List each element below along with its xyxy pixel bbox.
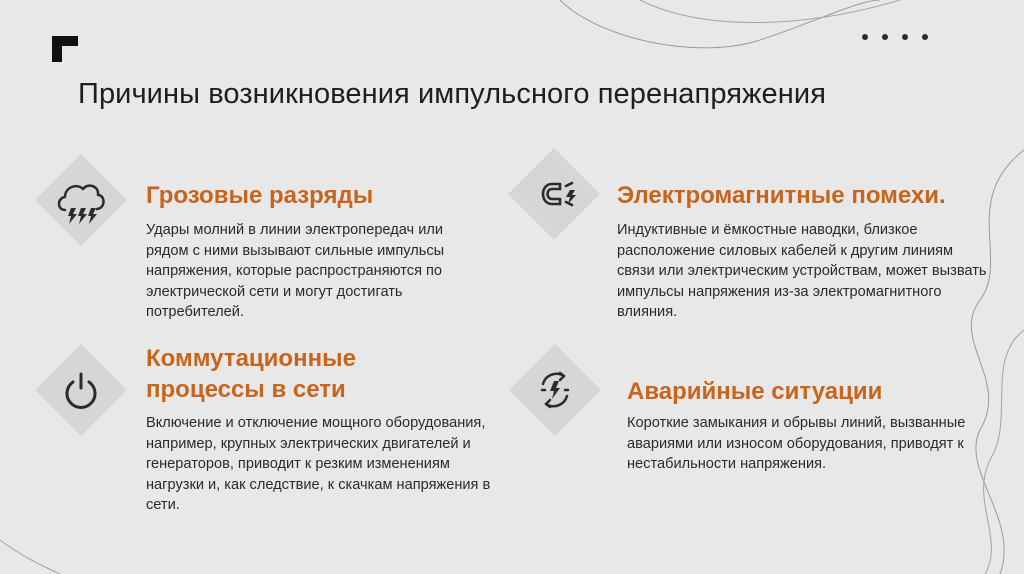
card-title-lightning: Грозовые разряды bbox=[146, 182, 374, 209]
card-title-emi: Электромагнитные помехи. bbox=[617, 182, 946, 209]
card-text-lightning: Удары молний в линии электропередач или рядом с ними вызывают сильные импульсы напряжения, которые распространяются по электрической сети и могут достигать потребителей. bbox=[146, 222, 445, 320]
page-title: Причины возникновения импульсного перенапряжения bbox=[78, 78, 826, 110]
energy-cycle-icon bbox=[509, 344, 601, 436]
more-menu-icon[interactable] bbox=[862, 34, 928, 40]
card-title-switching: Коммутационные процессы в сети bbox=[146, 345, 356, 403]
thunderstorm-cloud-icon bbox=[35, 154, 127, 246]
card-text-emi: Индуктивные и ёмкостные наводки, близкое расположение силовых кабелей к другим линиям связи или электрическим устройствам, может вызвать импульсы напряжения из-за электромагнитного влияния. bbox=[617, 222, 987, 320]
card-text-emergency: Короткие замыкания и обрывы линий, вызванные авариями или износом оборудования, приводят к нестабильности напряжения. bbox=[627, 415, 966, 472]
logo-icon bbox=[52, 36, 78, 62]
magnet-icon bbox=[508, 148, 600, 240]
card-text-switching: Включение и отключение мощного оборудования, например, крупных электрических двигателей и генераторов, приводит к резким изменениям нагрузки и, как следствие, к скачкам напряжения в сети. bbox=[146, 415, 491, 513]
card-title-emergency: Аварийные ситуации bbox=[627, 378, 883, 405]
power-switch-icon bbox=[35, 344, 127, 436]
